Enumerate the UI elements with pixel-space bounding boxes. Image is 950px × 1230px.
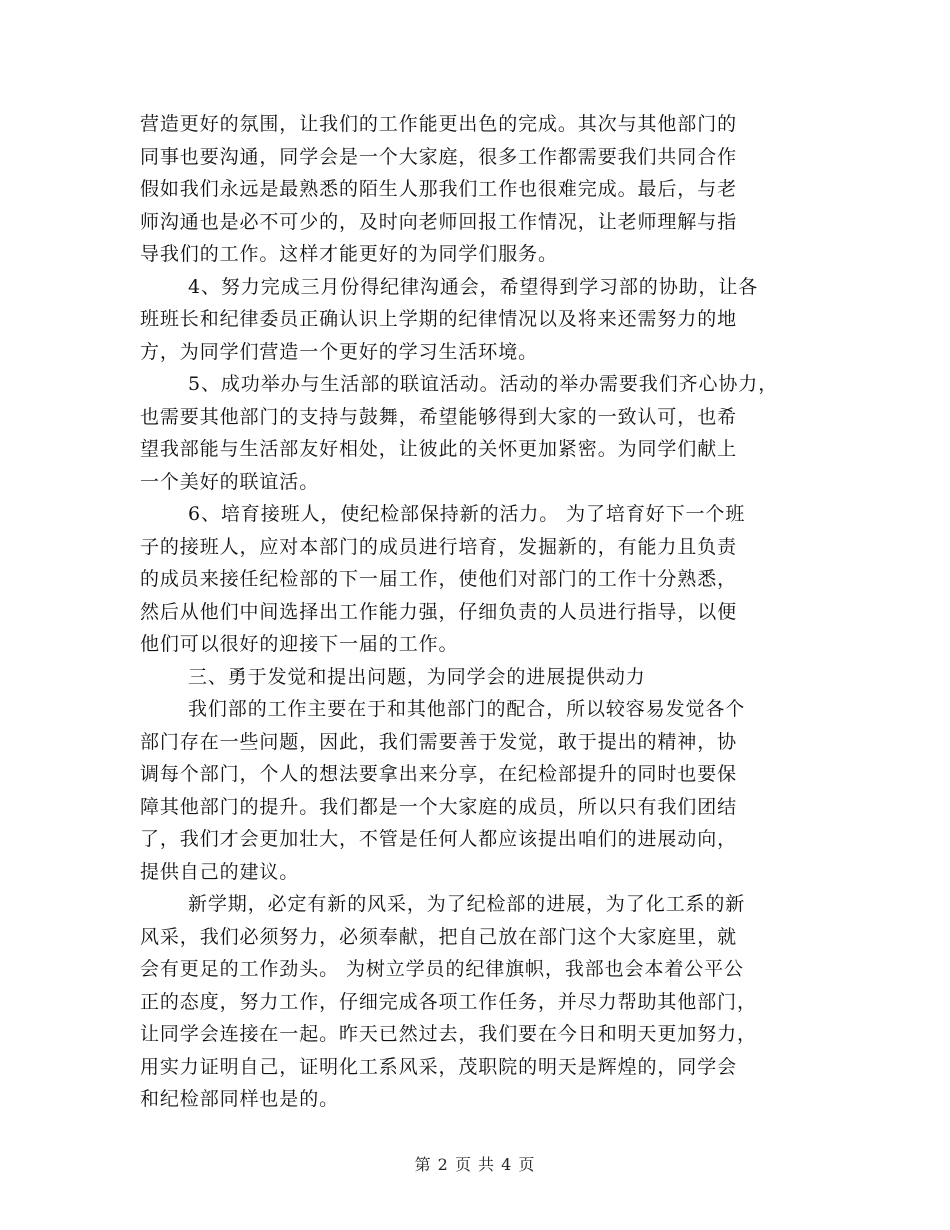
text-line: 新学期，必定有新的风采，为了纪检部的进展，为了化工系的新 — [188, 893, 746, 915]
text-line: 了，我们才会更加壮大，不管是任何人都应该提出咱们的进展动向， — [140, 828, 738, 850]
text-line: 和纪检部同样也是的。 — [140, 1088, 340, 1110]
text-line: 6、培育接班人，使纪检部保持新的活力。 为了培育好下一个班 — [188, 503, 746, 525]
text-line: 我们部的工作主要在于和其他部门的配合，所以较容易发觉各个 — [188, 698, 746, 720]
text-line: 部门存在一些问题，因此，我们需要善于发觉，敢于提出的精神，协 — [140, 730, 738, 753]
text-line: 假如我们永远是最熟悉的陌生人那我们工作也很难完成。最后，与老 — [140, 178, 738, 200]
text-line: 的成员来接任纪检部的下一届工作，使他们对部门的工作十分熟悉， — [140, 568, 738, 590]
document-body — [140, 108, 830, 1116]
text-line: 三、勇于发觉和提出问题，为同学会的进展提供动力 — [188, 665, 646, 688]
text-line: 师沟通也是必不可少的，及时向老师回报工作情况，让老师理解与指 — [140, 210, 738, 233]
text-line: 一个美好的联谊活。 — [140, 470, 320, 493]
text-line: 同事也要沟通，同学会是一个大家庭，很多工作都需要我们共同合作 — [140, 145, 738, 168]
text-line: 5、成功举办与生活部的联谊活动。活动的举办需要我们齐心协力， — [188, 373, 779, 395]
text-line: 提供自己的建议。 — [140, 860, 300, 883]
text-line: 也需要其他部门的支持与鼓舞，希望能够得到大家的一致认可，也希 — [140, 405, 738, 428]
text-line: 会有更足的工作劲头。 为树立学员的纪律旗帜，我部也会本着公平公 — [140, 958, 744, 980]
text-line: 方，为同学们营造一个更好的学习生活环境。 — [140, 340, 539, 363]
text-line: 导我们的工作。这样才能更好的为同学们服务。 — [140, 243, 558, 265]
text-line: 营造更好的氛围，让我们的工作能更出色的完成。其次与其他部门的 — [140, 113, 738, 135]
text-line: 然后从他们中间选择出工作能力强，仔细负责的人员进行指导，以便 — [140, 600, 738, 623]
text-line: 用实力证明自己，证明化工系风采，茂职院的明天是辉煌的，同学会 — [140, 1055, 738, 1078]
text-line: 让同学会连接在一起。昨天已然过去，我们要在今日和明天更加努力， — [140, 1023, 757, 1045]
text-line: 他们可以很好的迎接下一届的工作。 — [140, 633, 459, 655]
text-line: 障其他部门的提升。我们都是一个大家庭的成员，所以只有我们团结 — [140, 795, 738, 818]
text-line: 正的态度，努力工作，仔细完成各项工作任务，并尽力帮助其他部门， — [140, 990, 757, 1013]
text-line: 调每个部门，个人的想法要拿出来分享，在纪检部提升的同时也要保 — [140, 763, 738, 785]
text-line: 望我部能与生活部友好相处，让彼此的关怀更加紧密。为同学们献上 — [140, 438, 738, 460]
text-line: 子的接班人，应对本部门的成员进行培育，发掘新的，有能力且负责 — [140, 535, 738, 558]
text-line: 4、努力完成三月份得纪律沟通会，希望得到学习部的协助，让各 — [188, 275, 759, 298]
text-line: 班班长和纪律委员正确认识上学期的纪律情况以及将来还需努力的地 — [140, 308, 738, 330]
text-line: 风采，我们必须努力，必须奉献，把自己放在部门这个大家庭里，就 — [140, 925, 738, 948]
page-number-footer: 第 2 页 共 4 页 — [414, 1155, 536, 1174]
